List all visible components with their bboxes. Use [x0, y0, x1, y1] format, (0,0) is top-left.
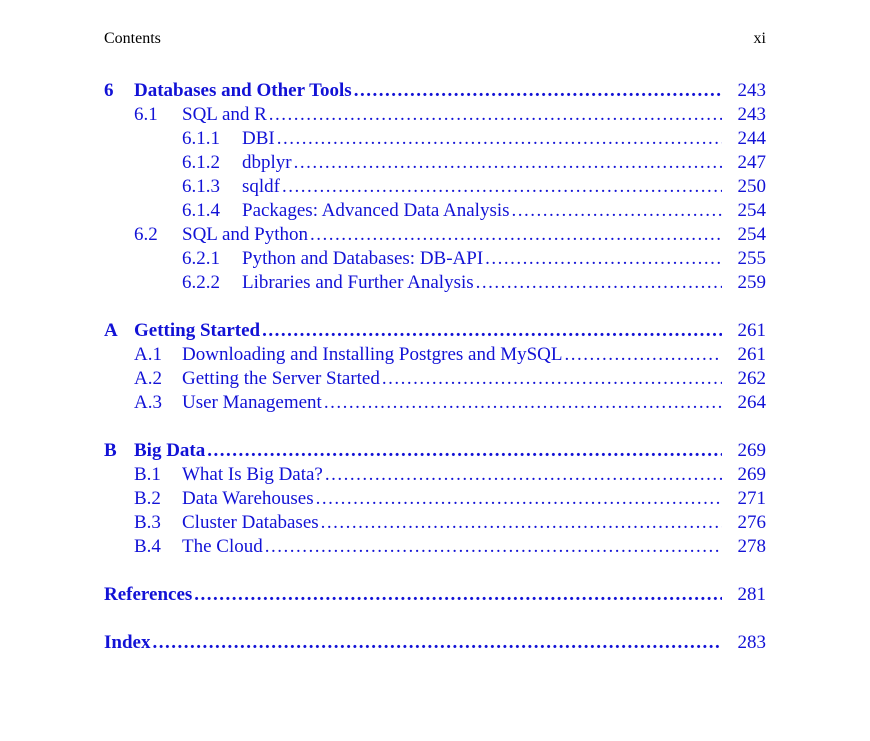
toc-entry-title: Downloading and Installing Postgres and MySQL: [182, 344, 563, 365]
toc-entry-number: A.3: [134, 392, 162, 413]
dot-leader: [324, 392, 722, 414]
toc-entry-page: 278: [737, 536, 766, 557]
toc-entry[interactable]: [134, 224, 766, 248]
toc-entry-page: 243: [737, 80, 766, 101]
toc-entry-number: B.4: [134, 536, 161, 557]
toc-entry-number: 6.1.1: [182, 128, 220, 149]
toc-entry-number: B.1: [134, 464, 161, 485]
toc-entry[interactable]: [182, 272, 766, 296]
toc-entry-number: 6.1.3: [182, 176, 220, 197]
toc-entry-page: 244: [737, 128, 766, 149]
dot-leader: [269, 104, 722, 126]
toc-entry-title: The Cloud: [182, 536, 263, 557]
dot-leader: [194, 584, 722, 606]
toc-entry[interactable]: [134, 368, 766, 392]
dot-leader: [565, 344, 722, 366]
dot-leader: [316, 488, 722, 510]
toc-entry[interactable]: [182, 176, 766, 200]
toc-entry[interactable]: [182, 128, 766, 152]
toc-entry-page: 262: [737, 368, 766, 389]
toc-entry[interactable]: [134, 536, 766, 560]
toc-entry[interactable]: [104, 80, 766, 104]
dot-leader: [382, 368, 722, 390]
toc-entry-page: 281: [737, 584, 766, 605]
dot-leader: [294, 152, 722, 174]
toc-entry-page: 269: [737, 464, 766, 485]
toc-entry-page: 255: [737, 248, 766, 269]
toc-entry-number: A.2: [134, 368, 162, 389]
toc-entry-title: dbplyr: [242, 152, 292, 173]
toc-entry-number: 6.2: [134, 224, 158, 245]
toc-entry[interactable]: [104, 440, 766, 464]
toc-entry-page: 259: [737, 272, 766, 293]
toc-entry-title: References: [104, 584, 193, 605]
toc-entry-number: 6: [104, 80, 114, 101]
dot-leader: [265, 536, 722, 558]
toc-entry-number: B: [104, 440, 117, 461]
dot-leader: [512, 200, 722, 222]
toc-entry-title: Data Warehouses: [182, 488, 314, 509]
toc-entry-title: Packages: Advanced Data Analysis: [242, 200, 510, 221]
toc-entry-number: A.1: [134, 344, 162, 365]
toc-entry[interactable]: [104, 632, 766, 656]
toc-entry[interactable]: [182, 200, 766, 224]
dot-leader: [310, 224, 722, 246]
toc-entry-title: Cluster Databases: [182, 512, 319, 533]
dot-leader: [282, 176, 722, 198]
toc-entry-title: Getting the Server Started: [182, 368, 380, 389]
toc-entry-number: A: [104, 320, 118, 341]
toc-entry-page: 254: [737, 200, 766, 221]
dot-leader: [207, 440, 722, 462]
dot-leader: [325, 464, 722, 486]
toc-entry-number: 6.2.2: [182, 272, 220, 293]
toc-entry-title: DBI: [242, 128, 275, 149]
toc-entry-title: User Management: [182, 392, 322, 413]
dot-leader: [262, 320, 722, 342]
page-number: xi: [753, 30, 766, 47]
toc-entry-title: Databases and Other Tools: [134, 80, 352, 101]
toc-entry-number: 6.1.4: [182, 200, 220, 221]
toc-entry[interactable]: [134, 344, 766, 368]
toc-entry[interactable]: [134, 488, 766, 512]
toc-entry[interactable]: [134, 392, 766, 416]
toc-entry[interactable]: [104, 584, 766, 608]
running-header-title: Contents: [104, 30, 161, 47]
toc-entry[interactable]: [134, 104, 766, 128]
toc-entry-page: 276: [737, 512, 766, 533]
toc-entry-title: What Is Big Data?: [182, 464, 323, 485]
toc-entry[interactable]: [182, 248, 766, 272]
dot-leader: [321, 512, 722, 534]
toc-entry[interactable]: [134, 464, 766, 488]
toc-entry-title: Libraries and Further Analysis: [242, 272, 474, 293]
toc-entry-page: 261: [737, 344, 766, 365]
toc-entry-title: Python and Databases: DB-API: [242, 248, 484, 269]
toc-entry-page: 271: [737, 488, 766, 509]
toc-entry-title: Big Data: [134, 440, 206, 461]
toc-entry-title: sqldf: [242, 176, 280, 197]
toc-entry-number: 6.1.2: [182, 152, 220, 173]
toc-entry[interactable]: [134, 512, 766, 536]
toc-entry-page: 261: [737, 320, 766, 341]
toc-entry-page: 247: [737, 152, 766, 173]
toc-entry-title: SQL and Python: [182, 224, 308, 245]
dot-leader: [277, 128, 722, 150]
toc-entry-title: Getting Started: [134, 320, 261, 341]
toc-entry-number: 6.2.1: [182, 248, 220, 269]
dot-leader: [354, 80, 722, 102]
toc-entry-number: B.2: [134, 488, 161, 509]
dot-leader: [152, 632, 722, 654]
dot-leader: [485, 248, 722, 270]
toc-entry-number: B.3: [134, 512, 161, 533]
toc-entry-page: 283: [737, 632, 766, 653]
toc-entry-page: 269: [737, 440, 766, 461]
toc-entry-page: 254: [737, 224, 766, 245]
toc-entry-page: 250: [737, 176, 766, 197]
toc-entry-title: Index: [104, 632, 151, 653]
toc-entry-page: 243: [737, 104, 766, 125]
toc-entry-page: 264: [737, 392, 766, 413]
dot-leader: [476, 272, 722, 294]
toc-entry[interactable]: [182, 152, 766, 176]
toc-entry-title: SQL and R: [182, 104, 267, 125]
toc-entry[interactable]: [104, 320, 766, 344]
toc-entry-number: 6.1: [134, 104, 158, 125]
